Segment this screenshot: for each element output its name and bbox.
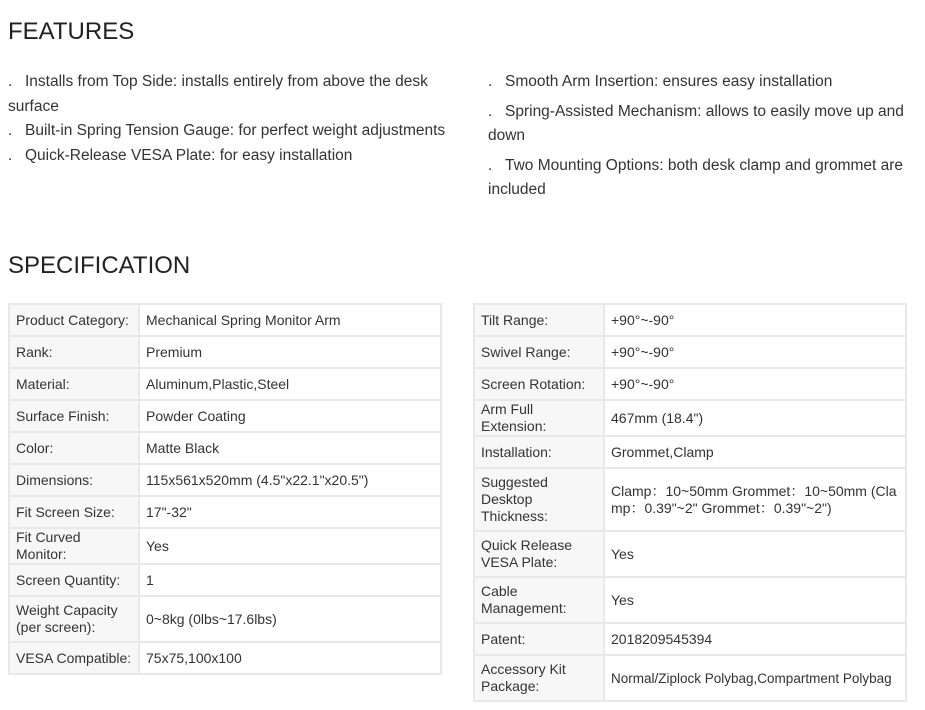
features-list-right	[488, 70, 920, 208]
spec-key: Patent:	[474, 623, 604, 655]
spec-value: Premium	[139, 336, 441, 368]
spec-value: Mechanical Spring Monitor Arm	[139, 304, 441, 336]
spec-value: 0~8kg (0lbs~17.6lbs)	[139, 596, 441, 642]
feature-item	[488, 100, 920, 149]
spec-key: Fit Curved Monitor:	[9, 528, 139, 564]
spec-key: Arm Full Extension:	[474, 400, 604, 436]
spec-value: 467mm (18.4")	[604, 400, 906, 436]
feature-text: Spring-Assisted Mechanism: allows to easily move up and down	[488, 102, 904, 144]
spec-table-right	[473, 303, 907, 702]
spec-row	[474, 400, 906, 436]
spec-value: 17"-32"	[139, 496, 441, 528]
specification-heading: SPECIFICATION	[8, 252, 191, 279]
spec-row	[9, 432, 441, 464]
spec-table-left	[8, 303, 442, 675]
bullet: .	[488, 73, 493, 90]
spec-row	[474, 531, 906, 577]
spec-key: Cable Management:	[474, 577, 604, 623]
spec-row	[9, 564, 441, 596]
bullet: .	[488, 102, 493, 120]
spec-key: Dimensions:	[9, 464, 139, 496]
spec-key: Surface Finish:	[9, 400, 139, 432]
spec-value: +90°~-90°	[604, 336, 906, 368]
spec-value: Yes	[139, 528, 441, 564]
spec-key: Suggested Desktop Thickness:	[474, 468, 604, 531]
spec-row	[474, 623, 906, 655]
spec-key: Product Category:	[9, 304, 139, 336]
spec-value: Powder Coating	[139, 400, 441, 432]
spec-row	[474, 577, 906, 623]
spec-key: Screen Rotation:	[474, 368, 604, 400]
spec-key: Swivel Range:	[474, 336, 604, 368]
spec-row	[474, 336, 906, 368]
bullet: .	[8, 73, 13, 90]
feature-text: Built-in Spring Tension Gauge: for perfect weight adjustments	[25, 122, 446, 139]
spec-key: Fit Screen Size:	[9, 496, 139, 528]
spec-key: Quick Release VESA Plate:	[474, 531, 604, 577]
spec-key: Color:	[9, 432, 139, 464]
spec-key: Installation:	[474, 436, 604, 468]
bullet: .	[8, 122, 13, 139]
spec-row	[9, 596, 441, 642]
spec-key: Accessory Kit Package:	[474, 655, 604, 701]
feature-text: Two Mounting Options: both desk clamp and grommet are included	[488, 156, 904, 198]
feature-item	[8, 70, 448, 119]
features-heading: FEATURES	[8, 18, 135, 45]
spec-value: 1	[139, 564, 441, 596]
spec-row	[9, 368, 441, 400]
spec-value: +90°~-90°	[604, 304, 906, 336]
feature-item	[8, 119, 448, 144]
spec-key: Tilt Range:	[474, 304, 604, 336]
feature-item	[488, 154, 920, 203]
feature-text: Quick-Release VESA Plate: for easy installation	[25, 146, 353, 164]
spec-value: +90°~-90°	[604, 368, 906, 400]
bullet: .	[8, 146, 13, 164]
spec-value: Normal/Ziplock Polybag,Compartment Polybag	[604, 655, 906, 701]
feature-item	[488, 70, 920, 95]
spec-row	[9, 400, 441, 432]
spec-value: 75x75,100x100	[139, 642, 441, 674]
spec-value: Yes	[604, 577, 906, 623]
spec-key: Weight Capacity (per screen):	[9, 596, 139, 642]
spec-value: Matte Black	[139, 432, 441, 464]
spec-value: 115x561x520mm (4.5"x22.1"x20.5")	[139, 464, 441, 496]
feature-item	[8, 144, 448, 169]
spec-row	[9, 642, 441, 674]
spec-key: Rank:	[9, 336, 139, 368]
spec-value: Clamp：10~50mm Grommet：10~50mm (Clamp：0.39"~2" Grommet：0.39"~2")	[604, 468, 906, 531]
spec-value: 2018209545394	[604, 623, 906, 655]
spec-row	[474, 368, 906, 400]
spec-value: Yes	[604, 531, 906, 577]
spec-row	[9, 336, 441, 368]
spec-row	[474, 655, 906, 701]
spec-key: Screen Quantity:	[9, 564, 139, 596]
spec-value: Grommet,Clamp	[604, 436, 906, 468]
spec-row	[474, 468, 906, 531]
spec-row	[474, 436, 906, 468]
spec-key: Material:	[9, 368, 139, 400]
spec-row	[9, 528, 441, 564]
spec-row	[9, 496, 441, 528]
spec-row	[9, 464, 441, 496]
features-list-left	[8, 70, 448, 168]
feature-text: Smooth Arm Insertion: ensures easy installation	[505, 73, 833, 90]
spec-row	[9, 304, 441, 336]
spec-key: VESA Compatible:	[9, 642, 139, 674]
spec-value: Aluminum,Plastic,Steel	[139, 368, 441, 400]
spec-row	[474, 304, 906, 336]
feature-text: Installs from Top Side: installs entirely from above the desk surface	[8, 73, 428, 115]
bullet: .	[488, 156, 493, 174]
